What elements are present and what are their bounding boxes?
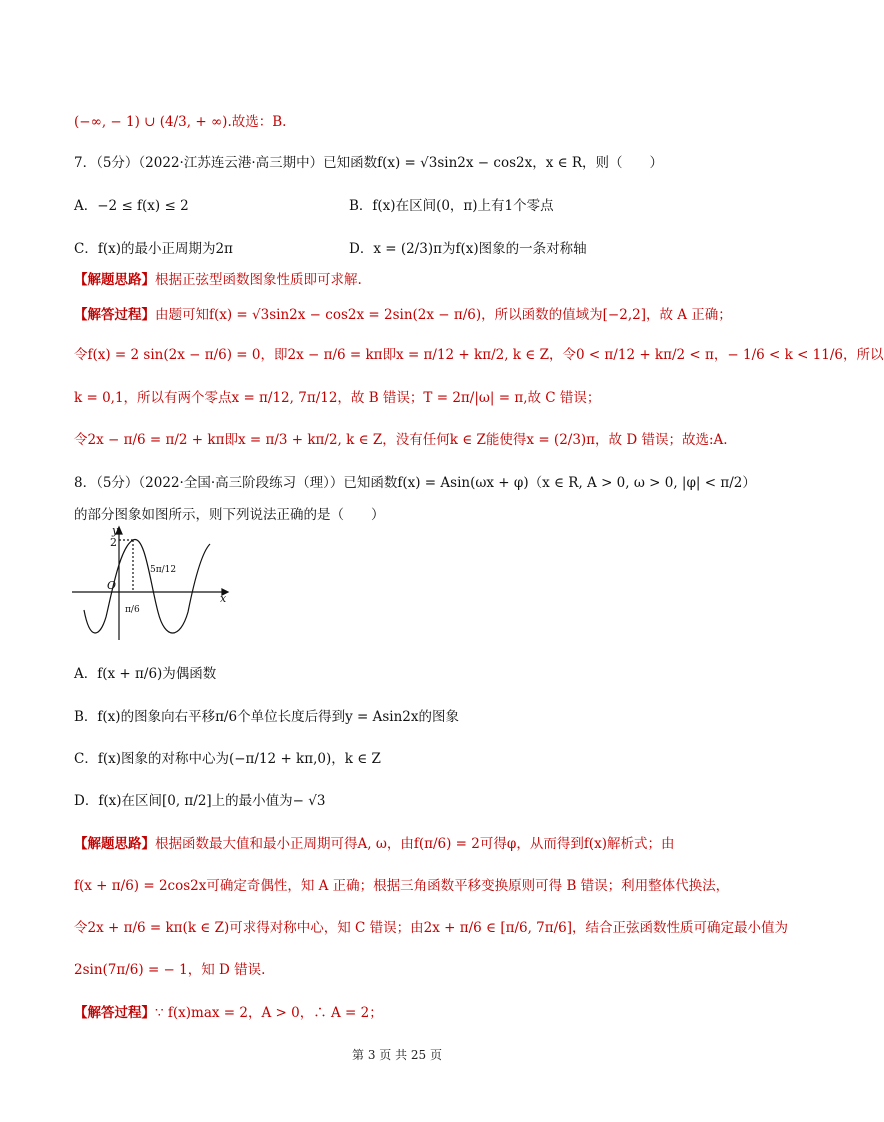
q8-option-d: D．f(x)在区间[0, π/2]上的最小值为− √3 bbox=[74, 793, 326, 809]
q7-stem: 7．（5分）（2022·江苏连云港·高三期中）已知函数f(x) = √3sin2x − cos2x，x ∈ R，则（ ） bbox=[74, 155, 664, 171]
graph-mark-5pi-12: 5π/12 bbox=[150, 565, 177, 575]
graph-mark-pi-6: π/6 bbox=[125, 605, 140, 615]
q7-process-text-1: 由题可知f(x) = √3sin2x − cos2x = 2sin(2x − π/6)，所以函数的值域为[−2,2]，故 A 正确； bbox=[155, 307, 732, 323]
q8-stem-line-1: 8．（5分）（2022·全国·高三阶段练习（理））已知函数f(x) = Asin(ωx + φ)（x ∈ R, A > 0, ω > 0, |φ| < π/2） bbox=[74, 475, 756, 491]
q7-option-d: D．x = (2/3)π为f(x)图象的一条对称轴 bbox=[349, 241, 587, 257]
q8-process-text: ∵ f(x)max = 2，A > 0，∴ A = 2； bbox=[155, 1005, 383, 1021]
q8-idea-text-1: 根据函数最大值和最小正周期可得A, ω，由f(π/6) = 2可得φ，从而得到f(x)解析式；由 bbox=[155, 836, 675, 852]
q8-idea-line-2: f(x + π/6) = 2cos2x可确定奇偶性，知 A 正确；根据三角函数平移变换原则可得 B 错误；利用整体代换法， bbox=[74, 878, 730, 894]
q7-option-c: C．f(x)的最小正周期为2π bbox=[74, 241, 233, 257]
q8-idea-line-3: 令2x + π/6 = kπ(k ∈ Z)可求得对称中心，知 C 错误；由2x + π/6 ∈ [π/6, 7π/6]，结合正弦函数性质可确定最小值为 bbox=[74, 920, 789, 936]
q7-solution-idea bbox=[74, 268, 362, 288]
graph-origin-label: O bbox=[107, 579, 117, 592]
q7-idea-label: 【解题思路】 bbox=[74, 272, 155, 288]
q8-option-a: A．f(x + π/6)为偶函数 bbox=[74, 666, 217, 682]
q8-idea-label: 【解题思路】 bbox=[74, 836, 155, 852]
q8-process-label: 【解答过程】 bbox=[74, 1005, 155, 1021]
q7-process-line-4: 令2x − π/6 = π/2 + kπ即x = π/3 + kπ/2, k ∈ Z，没有任何k ∈ Z能使得x = (2/3)π，故 D 错误；故选:A. bbox=[74, 432, 728, 448]
graph-x-label: x bbox=[220, 592, 227, 605]
q8-idea-line-1 bbox=[74, 832, 674, 852]
q7-process-line-1 bbox=[74, 303, 732, 323]
q7-option-a: A．−2 ≤ f(x) ≤ 2 bbox=[74, 198, 189, 214]
q8-option-c: C．f(x)图象的对称中心为(−π/12 + kπ,0)，k ∈ Z bbox=[74, 751, 381, 767]
q8-function-graph bbox=[70, 522, 240, 647]
graph-y-label: y bbox=[112, 524, 119, 537]
graph-peak-value: 2 bbox=[110, 536, 117, 549]
q7-option-b: B．f(x)在区间(0，π)上有1个零点 bbox=[349, 198, 554, 214]
q8-process-line bbox=[74, 1001, 383, 1021]
q7-idea-text: 根据正弦型函数图象性质即可求解. bbox=[155, 272, 362, 288]
q7-process-label: 【解答过程】 bbox=[74, 307, 155, 323]
page-footer: 第 3 页 共 25 页 bbox=[352, 1048, 442, 1062]
previous-answer-tail: (−∞, − 1) ∪ (4/3, + ∞).故选：B. bbox=[74, 114, 287, 130]
q7-process-line-3: k = 0,1，所以有两个零点x = π/12, 7π/12，故 B 错误；T = 2π/|ω| = π,故 C 错误； bbox=[74, 390, 601, 406]
q8-idea-line-4: 2sin(7π/6) = − 1，知 D 错误. bbox=[74, 962, 266, 978]
q8-option-b: B．f(x)的图象向右平移π/6个单位长度后得到y = Asin2x的图象 bbox=[74, 709, 459, 725]
q8-stem-line-2: 的部分图象如图所示，则下列说法正确的是（ ） bbox=[74, 507, 385, 523]
sine-curve bbox=[84, 539, 210, 633]
q7-process-line-2: 令f(x) = 2 sin(2x − π/6) = 0，即2x − π/6 = kπ即x = π/12 + kπ/2, k ∈ Z，令0 < π/12 + kπ/2 < π，− 1/6 < k < 11/6，所以 bbox=[74, 347, 884, 363]
